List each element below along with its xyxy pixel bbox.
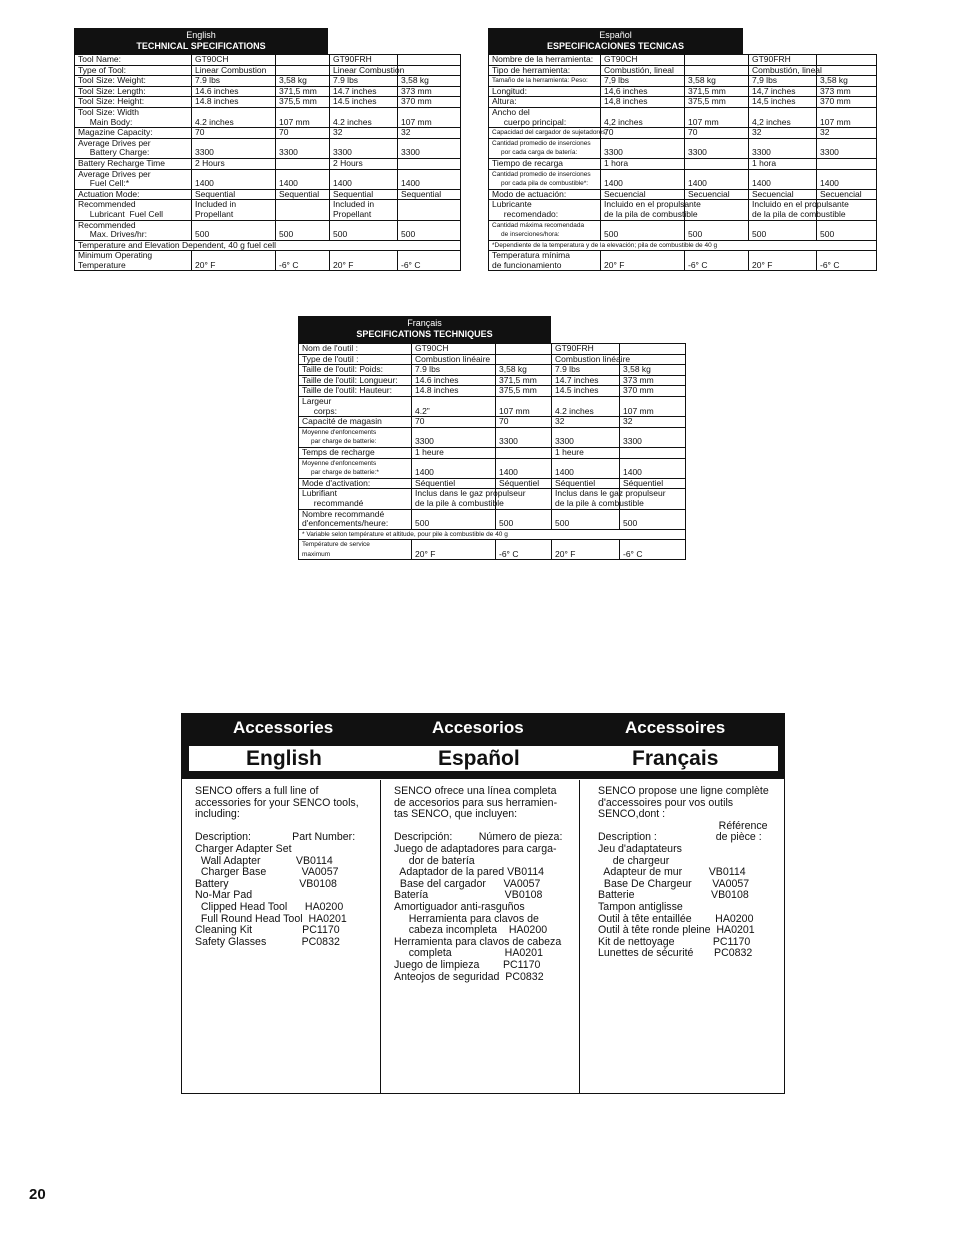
spec-value: 14,8 inches bbox=[601, 97, 685, 108]
spec-value: 500 bbox=[601, 220, 685, 240]
spec-value: 1 hora bbox=[749, 158, 817, 169]
spec-value: 1 heure bbox=[552, 447, 620, 458]
spec-value: 500 bbox=[685, 220, 749, 240]
spec-row bbox=[75, 55, 461, 66]
spec-title: ESPECIFICACIONES TECNICAS bbox=[546, 41, 685, 51]
spec-row bbox=[75, 200, 461, 220]
spec-value bbox=[817, 55, 877, 66]
spec-table-english bbox=[74, 28, 460, 286]
spec-value: 500 bbox=[412, 509, 496, 529]
spec-label: Modo de actuación: bbox=[489, 189, 601, 200]
spec-value bbox=[496, 354, 552, 365]
spec-label: Température de service maximum bbox=[299, 540, 412, 560]
spec-label: Tipo de herramienta: bbox=[489, 65, 601, 76]
spec-row bbox=[299, 427, 686, 447]
spec-value: -6° C bbox=[620, 540, 686, 560]
spec-row bbox=[75, 251, 461, 271]
spec-value: 107 mm bbox=[398, 107, 461, 127]
spec-value: 3300 bbox=[749, 138, 817, 158]
spec-value: GT90CH bbox=[412, 344, 496, 355]
spec-row bbox=[489, 55, 877, 66]
spec-value: 4,2 inches bbox=[749, 107, 817, 127]
spec-value: 370 mm bbox=[398, 97, 461, 108]
spec-grid bbox=[74, 54, 461, 271]
spec-value bbox=[276, 55, 330, 66]
spec-label: Tool Size: Weight: bbox=[75, 76, 192, 87]
spec-value bbox=[398, 200, 461, 220]
spec-value: 3,58 kg bbox=[685, 76, 749, 87]
spec-row bbox=[299, 344, 686, 355]
spec-value: 4.2 inches bbox=[552, 396, 620, 416]
spec-label: Actuation Mode: bbox=[75, 189, 192, 200]
accessories-list-spanish: SENCO ofrece una línea completa de accesorios para sus herramien- tas SENCO, que incluyen: Descripción: Número de pieza: Juego de adaptadores para carga- dor de batería Adaptador de la pared VB0114 Base del cargador VA0057 Batería VB0108 Amortiguador anti-rasguños Herramienta para clavos de cabeza incompleta HA0200 Herramienta para clavos de cabeza completa HA0201 Juego de limpieza PC1170 Anteojos de seguridad PC0832 bbox=[380, 780, 579, 1093]
spec-value: 14.7 inches bbox=[330, 86, 398, 97]
spec-label: Tamaño de la herramienta: Peso: bbox=[489, 76, 601, 87]
spec-row bbox=[75, 189, 461, 200]
spec-value: 14,5 inches bbox=[749, 97, 817, 108]
spec-label: Average Drives per Battery Charge: bbox=[75, 138, 192, 158]
spec-value: 20° F bbox=[192, 251, 276, 271]
spec-value: 3300 bbox=[192, 138, 276, 158]
spec-value bbox=[276, 65, 330, 76]
spec-value: Séquentiel bbox=[552, 478, 620, 489]
spec-value: 3300 bbox=[496, 427, 552, 447]
spec-label: Taille de l'outil: Poids: bbox=[299, 365, 412, 376]
spec-value bbox=[620, 447, 686, 458]
spec-value: 1400 bbox=[620, 458, 686, 478]
spec-label: Nom de l'outil : bbox=[299, 344, 412, 355]
spec-value: 107 mm bbox=[496, 396, 552, 416]
spec-value: 70 bbox=[412, 417, 496, 428]
spec-value: 375,5 mm bbox=[685, 97, 749, 108]
spec-label: Cantidad promedio de inserciones por cada pila de combustible*: bbox=[489, 169, 601, 189]
spec-value: 14.5 inches bbox=[330, 97, 398, 108]
spec-value bbox=[685, 65, 749, 76]
spec-value: 500 bbox=[817, 220, 877, 240]
accessories-header-band bbox=[182, 714, 784, 779]
spec-value: 107 mm bbox=[620, 396, 686, 416]
spec-row bbox=[489, 97, 877, 108]
spec-value: 20° F bbox=[412, 540, 496, 560]
spec-value: Combustión, lineal bbox=[749, 65, 817, 76]
spec-value: Inclus dans le gaz propulseur de la pile à combustible bbox=[552, 489, 620, 509]
spec-value: 3,58 kg bbox=[398, 76, 461, 87]
spec-table-spanish bbox=[488, 28, 876, 286]
spec-value: 1400 bbox=[601, 169, 685, 189]
spec-language: Español bbox=[599, 30, 632, 40]
spec-value: Secuencial bbox=[749, 189, 817, 200]
spec-footnote: *Dependiente de la temperatura y de la elevación; pila de combustible de 40 g bbox=[489, 240, 877, 251]
spec-value bbox=[817, 158, 877, 169]
spec-value: Linear Combustion bbox=[192, 65, 276, 76]
spec-value bbox=[276, 158, 330, 169]
spec-value: 500 bbox=[276, 220, 330, 240]
spec-value: 500 bbox=[620, 509, 686, 529]
spec-value: 3,58 kg bbox=[276, 76, 330, 87]
spec-value: 4,2 inches bbox=[601, 107, 685, 127]
spec-label: Cantidad promedio de inserciones por cada carga de batería: bbox=[489, 138, 601, 158]
spec-value: 14.8 inches bbox=[192, 97, 276, 108]
spec-row bbox=[489, 220, 877, 240]
spec-value: 32 bbox=[620, 417, 686, 428]
spec-label: Mode d'activation: bbox=[299, 478, 412, 489]
spec-label: Temperatura mínima de funcionamiento bbox=[489, 251, 601, 271]
spec-label: Ancho del cuerpo principal: bbox=[489, 107, 601, 127]
spec-title: TECHNICAL SPECIFICATIONS bbox=[136, 41, 266, 51]
spec-value: 1400 bbox=[685, 169, 749, 189]
spec-value: 373 mm bbox=[620, 375, 686, 386]
spec-row bbox=[75, 138, 461, 158]
spec-value: -6° C bbox=[398, 251, 461, 271]
spec-value: Combustion linéaire bbox=[412, 354, 496, 365]
spec-value: 1400 bbox=[749, 169, 817, 189]
spec-value: Séquentiel bbox=[620, 478, 686, 489]
spec-value: Linear Combustion bbox=[330, 65, 398, 76]
spec-value bbox=[398, 158, 461, 169]
spec-label: Capacité de magasin bbox=[299, 417, 412, 428]
spec-value: 107 mm bbox=[276, 107, 330, 127]
spec-value: -6° C bbox=[685, 251, 749, 271]
spec-value: 7.9 lbs bbox=[192, 76, 276, 87]
spec-label: Lubricante recomendado: bbox=[489, 200, 601, 220]
spec-value: -6° C bbox=[817, 251, 877, 271]
spec-value: 3300 bbox=[552, 427, 620, 447]
spec-value: Incluido en el propulsante de la pila de combustible bbox=[749, 200, 817, 220]
spec-header bbox=[298, 316, 551, 343]
spec-value: 371,5 mm bbox=[496, 375, 552, 386]
spec-value: 70 bbox=[685, 128, 749, 139]
spec-row bbox=[299, 458, 686, 478]
spec-value: 3300 bbox=[685, 138, 749, 158]
spec-value: 3,58 kg bbox=[817, 76, 877, 87]
language-french: Français bbox=[632, 747, 719, 770]
spec-value: 14,7 inches bbox=[749, 86, 817, 97]
spec-value: 3,58 kg bbox=[496, 365, 552, 376]
spec-value: 32 bbox=[817, 128, 877, 139]
spec-value bbox=[398, 55, 461, 66]
spec-row bbox=[299, 509, 686, 529]
spec-value: 500 bbox=[330, 220, 398, 240]
spec-row bbox=[489, 128, 877, 139]
page-number: 20 bbox=[29, 1186, 46, 1203]
spec-value: 2 Hours bbox=[192, 158, 276, 169]
accessories-list-french: SENCO propose une ligne complète d'accessoires pour vos outils SENCO,dont : Référence Description : de pièce : Jeu d'adaptateurs de chargeur Adapteur de mur VB0114 Base De Chargeur VA0057 Batterie VB0108 Tampon antiglisse Outil à tête entaillée HA0200 Outil à tête ronde pleine HA0201 Kit de nettoyage PC1170 Lunettes de sécurité PC0832 bbox=[579, 780, 784, 1093]
spec-label: Taille de l'outil: Hauteur: bbox=[299, 386, 412, 397]
spec-label: Type de l'outil : bbox=[299, 354, 412, 365]
spec-label: Temps de recharge bbox=[299, 447, 412, 458]
spec-row bbox=[489, 76, 877, 87]
spec-value: 1400 bbox=[817, 169, 877, 189]
spec-value: 3300 bbox=[620, 427, 686, 447]
spec-value: Combustion linéaire bbox=[552, 354, 620, 365]
spec-label: Moyenne d'enfoncements par charge de batterie: bbox=[299, 427, 412, 447]
spec-header bbox=[488, 28, 743, 54]
spec-row bbox=[75, 65, 461, 76]
spec-label: Magazine Capacity: bbox=[75, 128, 192, 139]
spec-value: 32 bbox=[749, 128, 817, 139]
spec-value bbox=[496, 447, 552, 458]
spec-value: 14.5 inches bbox=[552, 386, 620, 397]
accessories-heading-english: Accessories bbox=[233, 718, 334, 737]
spec-label: Tool Size: Length: bbox=[75, 86, 192, 97]
spec-row bbox=[489, 169, 877, 189]
spec-title: SPECIFICATIONS TECHNIQUES bbox=[356, 329, 493, 339]
spec-value: 107 mm bbox=[685, 107, 749, 127]
spec-header bbox=[74, 28, 328, 54]
accessories-list-english: SENCO offers a full line of accessories for your SENCO tools, including: Description: Part Number: Charger Adapter Set Wall Adapter VB0114 Charger Base VA0057 Battery VB0108 No-Mar Pad Clipped Head Tool HA0200 Full Round Head Tool HA0201 Cleaning Kit PC1170 Safety Glasses PC0832 bbox=[195, 785, 359, 948]
spec-row bbox=[299, 396, 686, 416]
spec-value: 14,6 inches bbox=[601, 86, 685, 97]
spec-row bbox=[489, 251, 877, 271]
spec-value: GT90FRH bbox=[749, 55, 817, 66]
spec-row bbox=[489, 200, 877, 220]
spec-row bbox=[299, 354, 686, 365]
spec-value bbox=[398, 65, 461, 76]
spec-row bbox=[75, 158, 461, 169]
spec-value: 4.2 inches bbox=[330, 107, 398, 127]
spec-value bbox=[817, 65, 877, 76]
spec-row bbox=[299, 489, 686, 509]
spec-value: 1400 bbox=[276, 169, 330, 189]
spec-label: Tool Size: Height: bbox=[75, 97, 192, 108]
spec-value: 2 Hours bbox=[330, 158, 398, 169]
spec-label: Average Drives per Fuel Cell:* bbox=[75, 169, 192, 189]
spec-value: 70 bbox=[496, 417, 552, 428]
spec-value bbox=[496, 344, 552, 355]
spec-value: Sequential bbox=[398, 189, 461, 200]
spec-row bbox=[489, 158, 877, 169]
spec-row bbox=[75, 107, 461, 127]
spec-value: 4.2” bbox=[412, 396, 496, 416]
spec-value: GT90FRH bbox=[330, 55, 398, 66]
spec-label: Tool Name: bbox=[75, 55, 192, 66]
spec-row bbox=[299, 386, 686, 397]
spec-row bbox=[299, 478, 686, 489]
spec-value: Sequential bbox=[276, 189, 330, 200]
spec-label: Nombre recommandé d'enfoncements/heure: bbox=[299, 509, 412, 529]
spec-value: 3300 bbox=[412, 427, 496, 447]
spec-label: Moyenne d'enfoncements par charge de batterie:* bbox=[299, 458, 412, 478]
spec-value: 1400 bbox=[412, 458, 496, 478]
spec-footnote: * Variable selon température et altitude, pour pile à combustible de 40 g bbox=[299, 529, 686, 540]
spec-value: Incluido en el propulsante de la pila de combustible bbox=[601, 200, 685, 220]
spec-value: Combustión, lineal bbox=[601, 65, 685, 76]
spec-value: 500 bbox=[496, 509, 552, 529]
spec-value: 14.6 inches bbox=[192, 86, 276, 97]
spec-label: Recommended Lubricant Fuel Cell bbox=[75, 200, 192, 220]
spec-value bbox=[685, 55, 749, 66]
spec-row bbox=[75, 86, 461, 97]
spec-value: 70 bbox=[192, 128, 276, 139]
spec-row bbox=[299, 529, 686, 540]
spec-row bbox=[489, 189, 877, 200]
spec-value: Secuencial bbox=[685, 189, 749, 200]
spec-value: 32 bbox=[398, 128, 461, 139]
spec-label: Altura: bbox=[489, 97, 601, 108]
spec-value: Included in Propellant bbox=[192, 200, 276, 220]
spec-row bbox=[299, 375, 686, 386]
spec-value bbox=[620, 344, 686, 355]
spec-value: 107 mm bbox=[817, 107, 877, 127]
accessories-heading-french: Accessoires bbox=[625, 718, 726, 737]
spec-value: Sequential bbox=[330, 189, 398, 200]
spec-footnote: Temperature and Elevation Dependent, 40 g fuel cell bbox=[75, 240, 461, 251]
spec-value: 371,5 mm bbox=[685, 86, 749, 97]
spec-value: 500 bbox=[398, 220, 461, 240]
spec-language: English bbox=[186, 30, 216, 40]
spec-label: Largeur corps: bbox=[299, 396, 412, 416]
spec-value: 1 heure bbox=[412, 447, 496, 458]
spec-value: 3300 bbox=[276, 138, 330, 158]
spec-table-french bbox=[298, 316, 685, 575]
spec-value: 7.9 lbs bbox=[552, 365, 620, 376]
spec-row bbox=[299, 365, 686, 376]
spec-value: Inclus dans le gaz propulseur de la pile à combustible bbox=[412, 489, 496, 509]
spec-value: 3300 bbox=[398, 138, 461, 158]
spec-label: Capacidad del cargador de sujetadores: bbox=[489, 128, 601, 139]
language-spanish: Español bbox=[438, 747, 520, 770]
spec-value: 32 bbox=[330, 128, 398, 139]
spec-value: 14.8 inches bbox=[412, 386, 496, 397]
spec-language: Français bbox=[407, 318, 442, 328]
spec-value: 3300 bbox=[601, 138, 685, 158]
spec-value: 3,58 kg bbox=[620, 365, 686, 376]
spec-label: Tiempo de recarga bbox=[489, 158, 601, 169]
spec-row bbox=[75, 240, 461, 251]
accessories-heading-spanish: Accesorios bbox=[432, 718, 524, 737]
spec-value: 1 hora bbox=[601, 158, 685, 169]
spec-row bbox=[489, 107, 877, 127]
spec-value: 20° F bbox=[749, 251, 817, 271]
spec-value: 375,5 mm bbox=[276, 97, 330, 108]
spec-label: Tool Size: Width Main Body: bbox=[75, 107, 192, 127]
spec-value: 500 bbox=[749, 220, 817, 240]
spec-grid bbox=[488, 54, 877, 271]
spec-value: 7.9 lbs bbox=[412, 365, 496, 376]
spec-value: Sequential bbox=[192, 189, 276, 200]
spec-label: Longitud: bbox=[489, 86, 601, 97]
spec-value: Secuencial bbox=[601, 189, 685, 200]
spec-value: Secuencial bbox=[817, 189, 877, 200]
spec-value: -6° C bbox=[496, 540, 552, 560]
spec-label: Type of Tool: bbox=[75, 65, 192, 76]
spec-value: 7,9 lbs bbox=[601, 76, 685, 87]
spec-label: Recommended Max. Drives/hr: bbox=[75, 220, 192, 240]
spec-label: Nombre de la herramienta: bbox=[489, 55, 601, 66]
spec-value: 14.7 inches bbox=[552, 375, 620, 386]
spec-label: Minimum Operating Temperature bbox=[75, 251, 192, 271]
spec-value: Included in Propellant bbox=[330, 200, 398, 220]
spec-label: Taille de l'outil: Longueur: bbox=[299, 375, 412, 386]
spec-row bbox=[75, 220, 461, 240]
spec-value: Séquentiel bbox=[412, 478, 496, 489]
spec-row bbox=[75, 97, 461, 108]
spec-row bbox=[489, 240, 877, 251]
spec-row bbox=[489, 65, 877, 76]
spec-value: 7.9 lbs bbox=[330, 76, 398, 87]
spec-value: GT90CH bbox=[601, 55, 685, 66]
spec-value: 3300 bbox=[817, 138, 877, 158]
spec-grid bbox=[298, 343, 686, 560]
spec-value: 1400 bbox=[552, 458, 620, 478]
spec-row bbox=[75, 169, 461, 189]
spec-value: 70 bbox=[601, 128, 685, 139]
spec-value: 1400 bbox=[496, 458, 552, 478]
spec-value: 371,5 mm bbox=[276, 86, 330, 97]
spec-value: -6° C bbox=[276, 251, 330, 271]
spec-row bbox=[299, 417, 686, 428]
spec-label: Battery Recharge Time bbox=[75, 158, 192, 169]
spec-label: Lubrifiant recommandé bbox=[299, 489, 412, 509]
spec-value: 373 mm bbox=[817, 86, 877, 97]
spec-value: 20° F bbox=[330, 251, 398, 271]
spec-row bbox=[299, 540, 686, 560]
spec-value: 20° F bbox=[552, 540, 620, 560]
spec-row bbox=[489, 86, 877, 97]
spec-value: 70 bbox=[276, 128, 330, 139]
spec-value: GT90FRH bbox=[552, 344, 620, 355]
spec-row bbox=[299, 447, 686, 458]
spec-value: 14.6 inches bbox=[412, 375, 496, 386]
spec-row bbox=[75, 76, 461, 87]
spec-value: 7,9 lbs bbox=[749, 76, 817, 87]
spec-value: 1400 bbox=[398, 169, 461, 189]
spec-value: 20° F bbox=[601, 251, 685, 271]
spec-value: 370 mm bbox=[817, 97, 877, 108]
spec-row bbox=[489, 138, 877, 158]
spec-value: 370 mm bbox=[620, 386, 686, 397]
spec-value bbox=[276, 200, 330, 220]
spec-value: Séquentiel bbox=[496, 478, 552, 489]
spec-value: 4.2 inches bbox=[192, 107, 276, 127]
accessories-section bbox=[181, 713, 785, 1094]
spec-row bbox=[75, 128, 461, 139]
spec-value: 1400 bbox=[330, 169, 398, 189]
spec-value: 32 bbox=[552, 417, 620, 428]
spec-value: 500 bbox=[552, 509, 620, 529]
spec-label: Cantidad máxima recomendada de inserciones/hora: bbox=[489, 220, 601, 240]
spec-value: GT90CH bbox=[192, 55, 276, 66]
spec-value bbox=[685, 158, 749, 169]
spec-value: 373 mm bbox=[398, 86, 461, 97]
spec-value: 375,5 mm bbox=[496, 386, 552, 397]
language-english: English bbox=[246, 747, 322, 770]
spec-value: 1400 bbox=[192, 169, 276, 189]
spec-value: 3300 bbox=[330, 138, 398, 158]
spec-value: 500 bbox=[192, 220, 276, 240]
